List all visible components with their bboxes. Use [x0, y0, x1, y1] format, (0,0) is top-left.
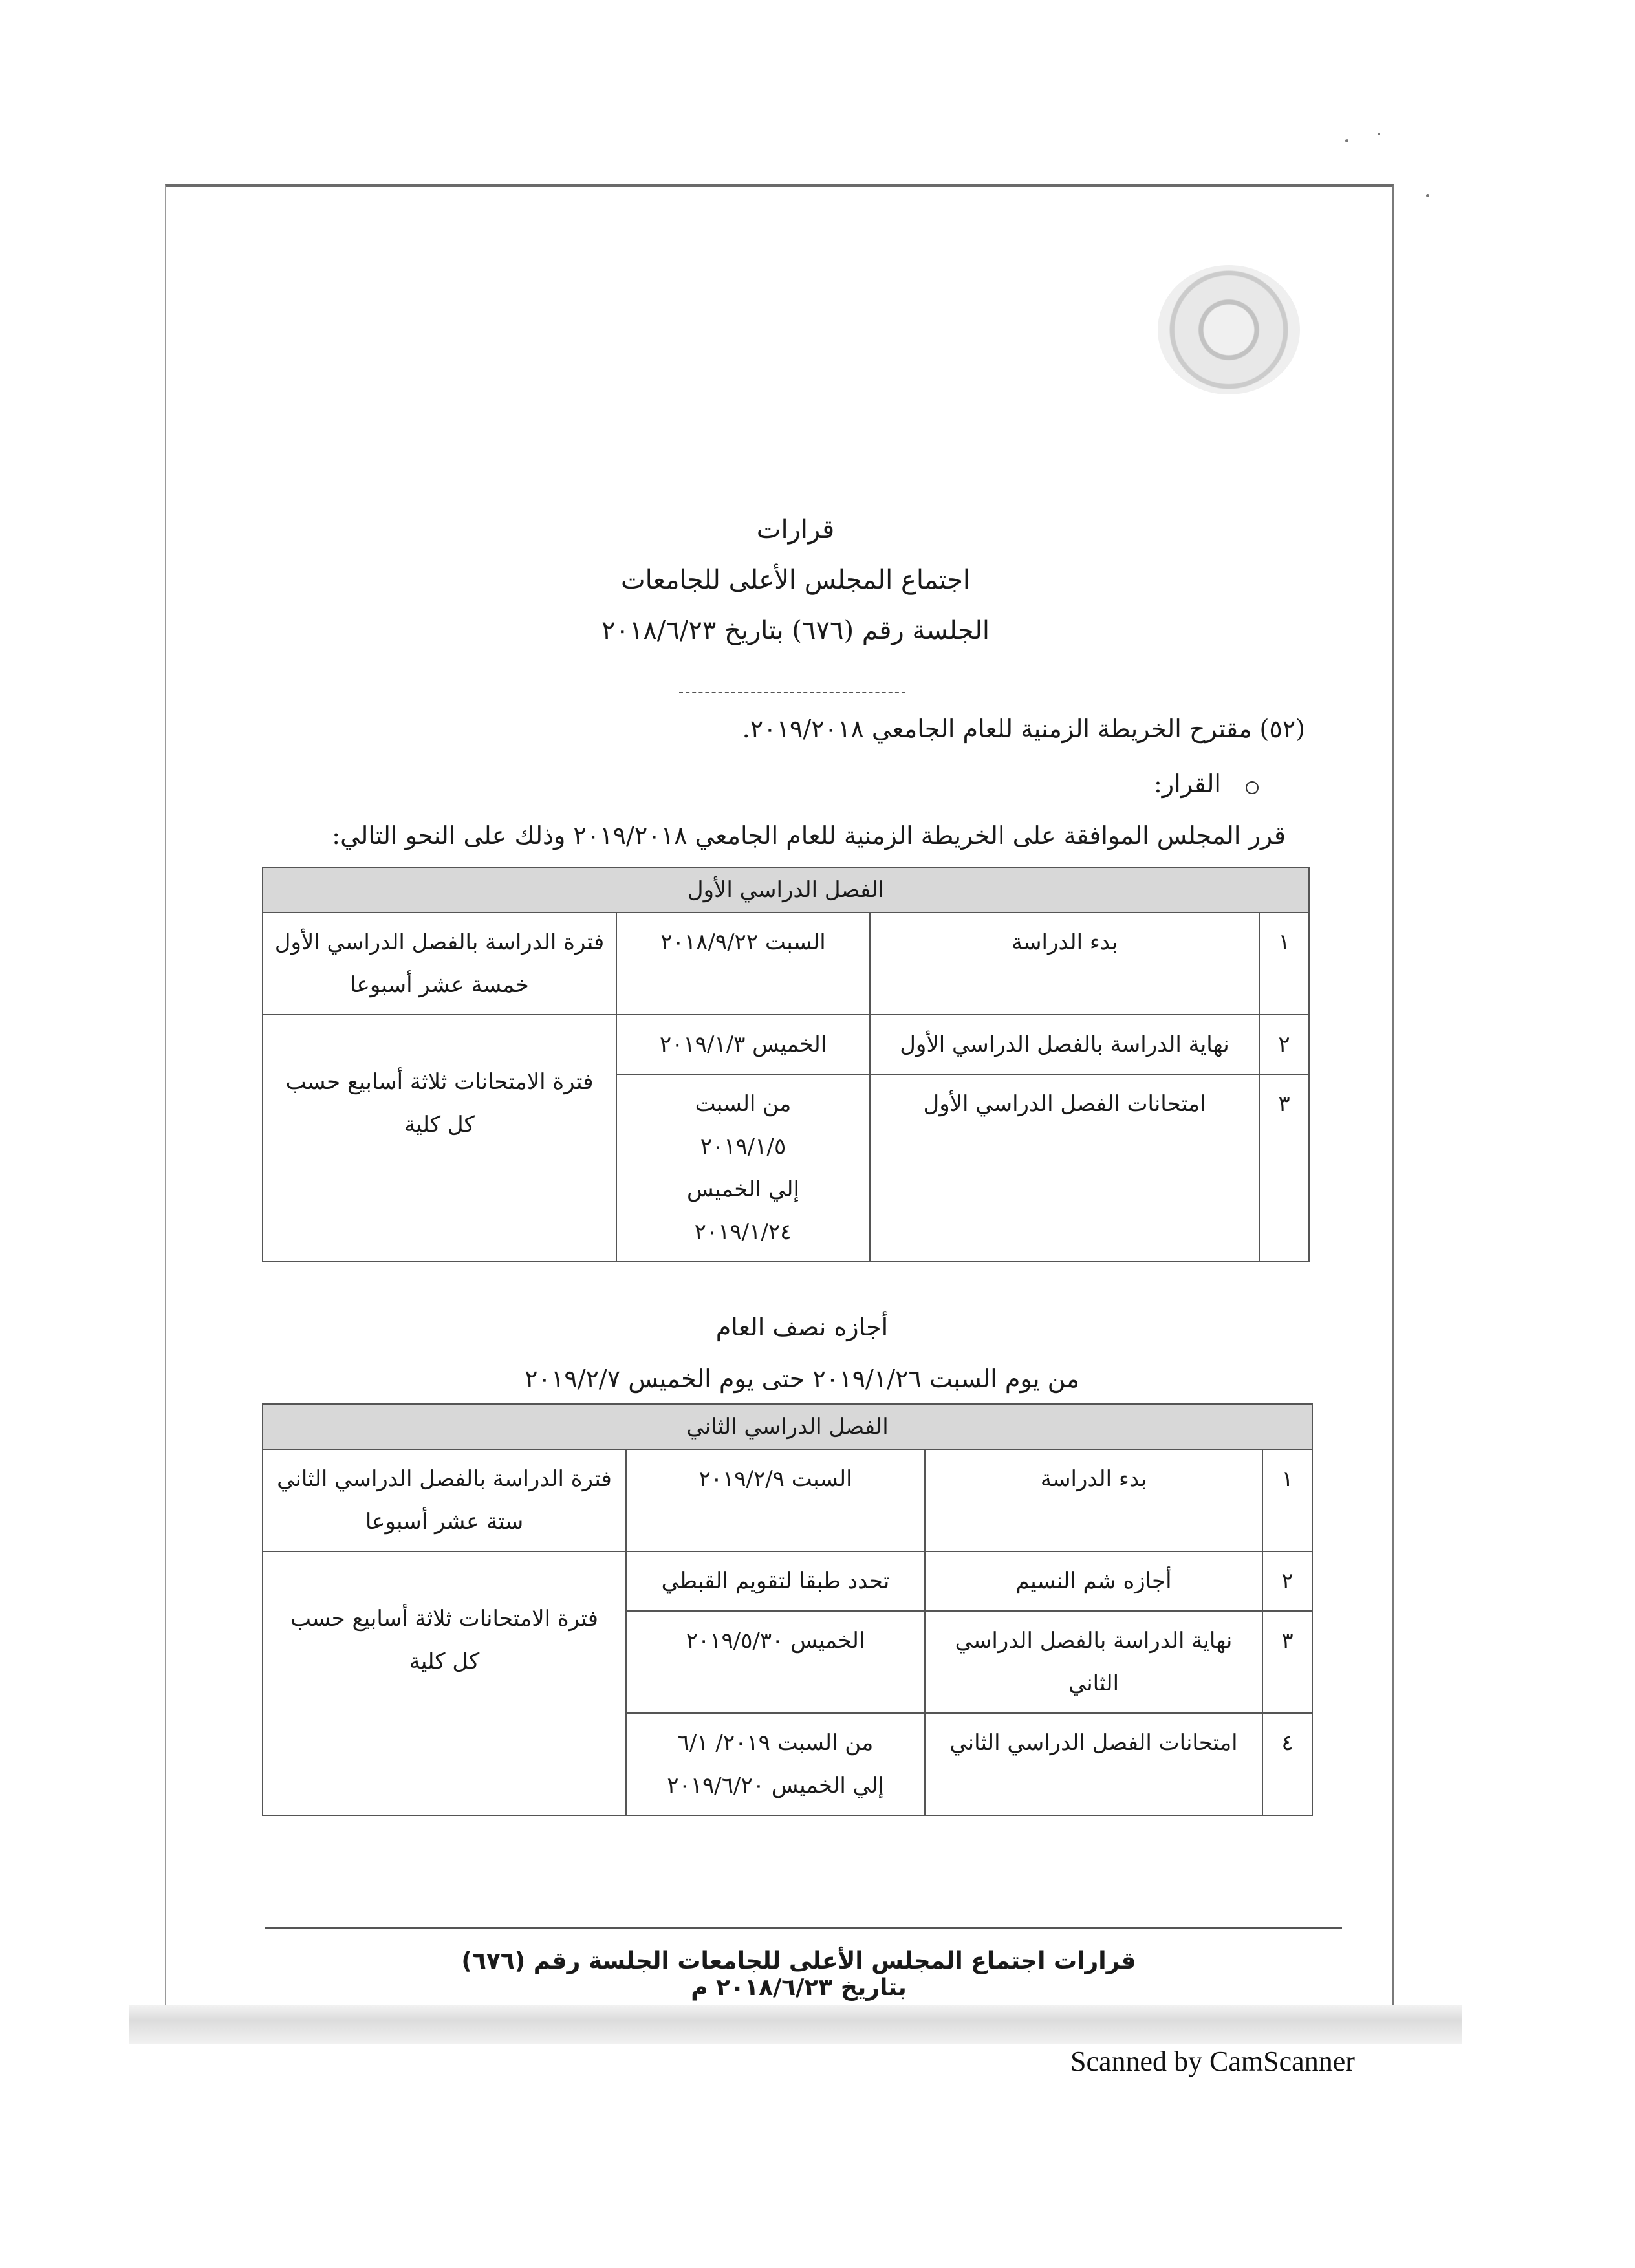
midyear-break-title: أجازه نصف العام: [715, 1313, 889, 1341]
council-name: اجتماع المجلس الأعلى للجامعات: [620, 565, 971, 595]
event-line: الثاني: [1068, 1670, 1120, 1696]
event-cell: امتحانات الفصل الدراسي الثاني: [925, 1713, 1262, 1815]
scan-speck: [1426, 194, 1429, 197]
university-council-seal-icon: [1158, 265, 1300, 394]
date-cell: السبت ٢٠١٨/٩/٢٢: [616, 913, 870, 1015]
row-number: ٤: [1262, 1713, 1312, 1815]
bullet-circle-icon: [1246, 781, 1259, 794]
scanner-watermark: Scanned by CamScanner: [1070, 2046, 1355, 2077]
item-heading: (٥٢) مقترح الخريطة الزمنية للعام الجامعي ٢٠١٩/٢٠١٨.: [742, 715, 1305, 743]
date-cell: الخميس ٢٠١٩/٥/٣٠: [626, 1611, 925, 1713]
note-line: ستة عشر أسبوعا: [365, 1509, 524, 1535]
date-cell: السبت ٢٠١٩/٢/٩: [626, 1449, 925, 1551]
title-separator: [679, 692, 905, 693]
row-number: ٢: [1262, 1551, 1312, 1611]
event-cell: بدء الدراسة: [870, 913, 1259, 1015]
row-number: ٢: [1259, 1015, 1309, 1074]
document-title: قرارات: [756, 515, 835, 545]
semester2-header: الفصل الدراسي الثاني: [263, 1404, 1312, 1449]
note-line: فترة الدراسة بالفصل الدراسي الأول: [274, 929, 605, 955]
semester1-header: الفصل الدراسي الأول: [263, 867, 1309, 913]
date-cell: [626, 1713, 925, 1815]
exam-period-note: [263, 1551, 626, 1815]
table-header-row: [263, 867, 1309, 913]
midyear-break-range: من يوم السبت ٢٠١٩/١/٢٦ حتى يوم الخميس ٢٠١٩/٢/٧: [525, 1365, 1079, 1393]
note-line: كل كلية: [409, 1648, 480, 1674]
decision-label: القرار:: [1153, 770, 1221, 798]
scan-speck: [1378, 133, 1380, 135]
date-line: من السبت ٢٠١٩/ ٦/١: [677, 1730, 874, 1756]
date-line: ٢٠١٩/١/٢٤: [694, 1219, 792, 1245]
row-number: ١: [1262, 1449, 1312, 1551]
table-row: [263, 1551, 1312, 1611]
semester2-table: [262, 1403, 1313, 1816]
exam-period-note: [263, 1015, 616, 1262]
table-header-row: [263, 1404, 1312, 1449]
study-period-note: [263, 1449, 626, 1551]
row-number: ٣: [1262, 1611, 1312, 1713]
event-cell: بدء الدراسة: [925, 1449, 1262, 1551]
session-line: الجلسة رقم (٦٧٦) بتاريخ ٢٠١٨/٦/٢٣: [601, 616, 990, 645]
table-row: [263, 1015, 1309, 1074]
table-row: [263, 913, 1309, 1015]
table-row: [263, 1449, 1312, 1551]
study-period-note: [263, 913, 616, 1015]
date-cell: [616, 1074, 870, 1262]
date-cell: تحدد طبقا لتقويم القبطي: [626, 1551, 925, 1611]
row-number: ٣: [1259, 1074, 1309, 1262]
event-line: نهاية الدراسة بالفصل الدراسي: [955, 1628, 1233, 1654]
event-cell: امتحانات الفصل الدراسي الأول: [870, 1074, 1259, 1262]
page-footer: قرارات اجتماع المجلس الأعلى للجامعات الجلسة رقم (٦٧٦) بتاريخ ٢٠١٨/٦/٢٣ م: [461, 1948, 1136, 2001]
date-cell: الخميس ٢٠١٩/١/٣: [616, 1015, 870, 1074]
note-line: خمسة عشر أسبوعا: [350, 972, 529, 998]
event-cell: [925, 1611, 1262, 1713]
document-title-block: [388, 504, 1203, 656]
scan-speck: [1345, 139, 1348, 142]
note-line: كل كلية: [404, 1112, 475, 1138]
scan-shadow-strip: [129, 2005, 1462, 2044]
date-line: إلي الخميس: [687, 1176, 799, 1202]
date-line: من السبت: [695, 1091, 792, 1117]
footer-rule: [265, 1927, 1342, 1929]
semester1-table: [262, 867, 1310, 1262]
note-line: فترة الامتحانات ثلاثة أسابيع حسب: [290, 1606, 599, 1632]
event-cell: نهاية الدراسة بالفصل الدراسي الأول: [870, 1015, 1259, 1074]
date-line: إلي الخميس ٢٠١٩/٦/٢٠: [667, 1773, 884, 1798]
note-line: فترة الدراسة بالفصل الدراسي الثاني: [277, 1466, 612, 1492]
date-line: ٢٠١٩/١/٥: [700, 1134, 786, 1160]
event-cell: أجازه شم النسيم: [925, 1551, 1262, 1611]
note-line: فترة الامتحانات ثلاثة أسابيع حسب: [285, 1069, 594, 1095]
decision-text: قرر المجلس الموافقة على الخريطة الزمنية للعام الجامعي ٢٠١٩/٢٠١٨ وذلك على النحو التالي:: [332, 821, 1286, 850]
row-number: ١: [1259, 913, 1309, 1015]
